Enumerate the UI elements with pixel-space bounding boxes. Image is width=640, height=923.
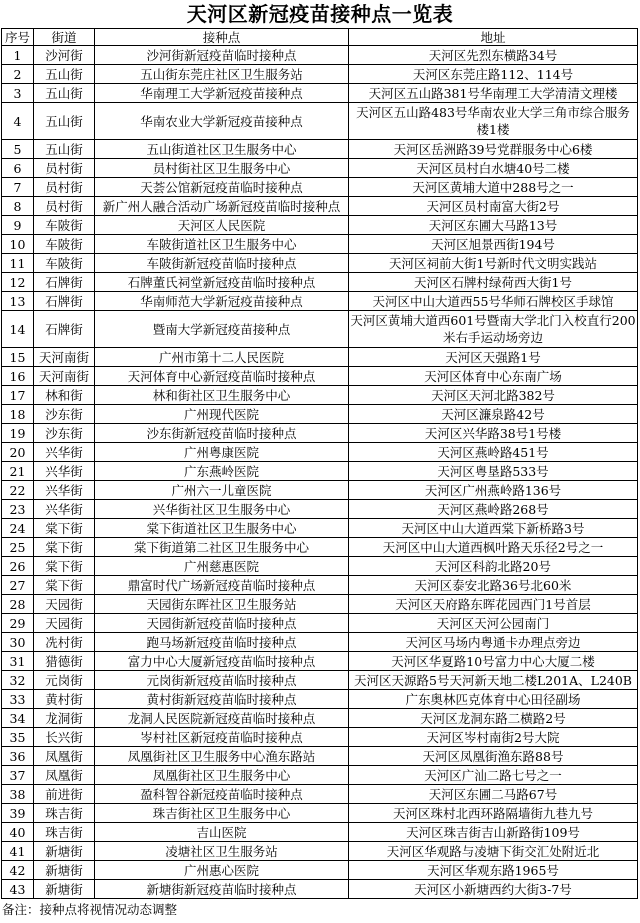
row-number: 43 (2, 880, 34, 899)
site-cell: 广东燕岭医院 (95, 462, 349, 481)
row-number: 15 (2, 348, 34, 367)
row-number: 36 (2, 747, 34, 766)
street-cell: 凤凰街 (34, 766, 95, 785)
street-cell: 新塘街 (34, 880, 95, 899)
street-cell: 棠下街 (34, 576, 95, 595)
address-cell: 天河区岳洲路39号党群服务中心6楼 (349, 140, 638, 159)
address-cell: 天河区马场内粤通卡办理点旁边 (349, 633, 638, 652)
site-cell: 凤凰街社区卫生服务中心渔东路站 (95, 747, 349, 766)
site-cell: 广州慈惠医院 (95, 557, 349, 576)
row-number: 33 (2, 690, 34, 709)
table-row (2, 557, 638, 576)
address-cell: 天河区五山路483号华南农业大学三角市综合服务楼1楼 (349, 103, 638, 140)
site-cell: 棠下街道社区卫生服务中心 (95, 519, 349, 538)
address-cell: 天河区凤凰街渔东路88号 (349, 747, 638, 766)
address-cell: 广东奥林匹克体育中心田径副场 (349, 690, 638, 709)
table-row (2, 462, 638, 481)
site-cell: 沙东街新冠疫苗临时接种点 (95, 424, 349, 443)
street-cell: 龙洞街 (34, 709, 95, 728)
table-row (2, 216, 638, 235)
site-cell: 车陂街新冠疫苗临时接种点 (95, 254, 349, 273)
column-header-street: 街道 (34, 29, 95, 46)
address-cell: 天河区科韵北路20号 (349, 557, 638, 576)
site-cell: 天园街东晖社区卫生服务站 (95, 595, 349, 614)
street-cell: 棠下街 (34, 538, 95, 557)
street-cell: 长兴街 (34, 728, 95, 747)
street-cell: 石牌街 (34, 273, 95, 292)
row-number: 35 (2, 728, 34, 747)
address-cell: 天河区珠吉街吉山新路街109号 (349, 823, 638, 842)
table-row (2, 367, 638, 386)
footer-note: 备注：接种点将视情况动态调整 (2, 902, 178, 917)
street-cell: 冼村街 (34, 633, 95, 652)
row-number: 29 (2, 614, 34, 633)
site-cell: 棠下街道第二社区卫生服务中心 (95, 538, 349, 557)
row-number: 21 (2, 462, 34, 481)
site-cell: 五山街道社区卫生服务中心 (95, 140, 349, 159)
site-cell: 广州市第十二人民医院 (95, 348, 349, 367)
street-cell: 员村街 (34, 159, 95, 178)
site-cell: 华南农业大学新冠疫苗接种点 (95, 103, 349, 140)
address-cell: 天河区泰安北路36号北60米 (349, 576, 638, 595)
site-cell: 广州六一儿童医院 (95, 481, 349, 500)
site-cell: 黄村街新冠疫苗临时接种点 (95, 690, 349, 709)
address-cell: 天河区员村白水塘40号二楼 (349, 159, 638, 178)
street-cell: 沙河街 (34, 46, 95, 65)
address-cell: 天河区小新塘西约大街3-7号 (349, 880, 638, 899)
page-title: 天河区新冠疫苗接种点一览表 (186, 2, 454, 26)
address-cell: 天河区华观路与凌塘下街交汇处附近北 (349, 842, 638, 861)
site-cell: 元岗街新冠疫苗临时接种点 (95, 671, 349, 690)
address-cell: 天河区华夏路10号富力中心大厦二楼 (349, 652, 638, 671)
row-number: 20 (2, 443, 34, 462)
table-row (2, 311, 638, 348)
address-cell: 天河区天河公园南门 (349, 614, 638, 633)
address-cell: 天河区兴华路38号1号楼 (349, 424, 638, 443)
street-cell: 新塘街 (34, 842, 95, 861)
table-row (2, 595, 638, 614)
site-cell: 凤凰街社区卫生服务中心 (95, 766, 349, 785)
table-row (2, 65, 638, 84)
site-cell: 兴华街社区卫生服务中心 (95, 500, 349, 519)
street-cell: 沙东街 (34, 405, 95, 424)
table-row (2, 500, 638, 519)
address-cell: 天河区五山路381号华南理工大学清清文理楼 (349, 84, 638, 103)
street-cell: 珠吉街 (34, 804, 95, 823)
table-row (2, 633, 638, 652)
table-row (2, 443, 638, 462)
site-cell: 天河区人民医院 (95, 216, 349, 235)
address-cell: 天河区燕岭路268号 (349, 500, 638, 519)
address-cell: 天河区中山大道西55号华师石牌校区手球馆 (349, 292, 638, 311)
street-cell: 棠下街 (34, 557, 95, 576)
row-number: 8 (2, 197, 34, 216)
site-cell: 天园街新冠疫苗临时接种点 (95, 614, 349, 633)
site-cell: 富力中心大厦新冠疫苗临时接种点 (95, 652, 349, 671)
table-row (2, 292, 638, 311)
table-row (2, 197, 638, 216)
table-row (2, 728, 638, 747)
street-cell: 黄村街 (34, 690, 95, 709)
address-cell: 天河区东圃大马路13号 (349, 216, 638, 235)
row-number: 23 (2, 500, 34, 519)
table-row (2, 576, 638, 595)
row-number: 25 (2, 538, 34, 557)
street-cell: 车陂街 (34, 235, 95, 254)
table-row (2, 405, 638, 424)
table-row (2, 424, 638, 443)
site-cell: 珠吉街社区卫生服务中心 (95, 804, 349, 823)
street-cell: 五山街 (34, 65, 95, 84)
row-number: 34 (2, 709, 34, 728)
table-row (2, 140, 638, 159)
row-number: 6 (2, 159, 34, 178)
site-cell: 凌塘社区卫生服务站 (95, 842, 349, 861)
street-cell: 前进街 (34, 785, 95, 804)
row-number: 40 (2, 823, 34, 842)
street-cell: 车陂街 (34, 216, 95, 235)
row-number: 5 (2, 140, 34, 159)
table-row (2, 519, 638, 538)
row-number: 1 (2, 46, 34, 65)
site-cell: 员村街社区卫生服务中心 (95, 159, 349, 178)
table-row (2, 254, 638, 273)
site-cell: 广州粤康医院 (95, 443, 349, 462)
address-cell: 天河区燕岭路451号 (349, 443, 638, 462)
site-cell: 跑马场新冠疫苗临时接种点 (95, 633, 349, 652)
address-cell: 天河区中山大道西枫叶路天乐径2号之一 (349, 538, 638, 557)
site-cell: 岑村社区新冠疫苗临时接种点 (95, 728, 349, 747)
site-cell: 鼎富时代广场新冠疫苗临时接种点 (95, 576, 349, 595)
row-number: 32 (2, 671, 34, 690)
address-cell: 天河区先烈东横路34号 (349, 46, 638, 65)
address-cell: 天河区濂泉路42号 (349, 405, 638, 424)
address-cell: 天河区东圃二马路67号 (349, 785, 638, 804)
table-row (2, 103, 638, 140)
address-cell: 天河区旭景西街194号 (349, 235, 638, 254)
row-number: 26 (2, 557, 34, 576)
row-number: 39 (2, 804, 34, 823)
row-number: 31 (2, 652, 34, 671)
street-cell: 珠吉街 (34, 823, 95, 842)
street-cell: 石牌街 (34, 292, 95, 311)
street-cell: 天河南街 (34, 367, 95, 386)
row-number: 42 (2, 861, 34, 880)
row-number: 10 (2, 235, 34, 254)
address-cell: 天河区珠村北西环路隔墙街九巷九号 (349, 804, 638, 823)
table-row (2, 348, 638, 367)
row-number: 30 (2, 633, 34, 652)
address-cell: 天河区中山大道西棠下新桥路3号 (349, 519, 638, 538)
site-cell: 龙洞人民医院新冠疫苗临时接种点 (95, 709, 349, 728)
row-number: 3 (2, 84, 34, 103)
address-cell: 天河区天府路东晖花园西门1号首层 (349, 595, 638, 614)
table-row (2, 766, 638, 785)
site-cell: 暨南大学新冠疫苗接种点 (95, 311, 349, 348)
table-row (2, 481, 638, 500)
address-cell: 天河区天强路1号 (349, 348, 638, 367)
row-number: 41 (2, 842, 34, 861)
column-header-site: 接种点 (95, 29, 349, 46)
address-cell: 天河区天河北路382号 (349, 386, 638, 405)
table-row (2, 804, 638, 823)
address-cell: 天河区广州燕岭路136号 (349, 481, 638, 500)
table-row (2, 823, 638, 842)
row-number: 4 (2, 103, 34, 140)
site-cell: 天河体育中心新冠疫苗临时接种点 (95, 367, 349, 386)
table-row (2, 690, 638, 709)
street-cell: 员村街 (34, 178, 95, 197)
address-cell: 天河区华观东路1965号 (349, 861, 638, 880)
table-row (2, 46, 638, 65)
street-cell: 元岗街 (34, 671, 95, 690)
table-row (2, 842, 638, 861)
table-header-row (2, 29, 638, 46)
address-cell: 天河区体育中心东南广场 (349, 367, 638, 386)
table-row (2, 178, 638, 197)
site-cell: 广州惠心医院 (95, 861, 349, 880)
address-cell: 天河区东莞庄路112、114号 (349, 65, 638, 84)
address-cell: 天河区粤垦路533号 (349, 462, 638, 481)
row-number: 2 (2, 65, 34, 84)
site-cell: 华南理工大学新冠疫苗接种点 (95, 84, 349, 103)
address-cell: 天河区黄埔大道中288号之一 (349, 178, 638, 197)
table-row (2, 709, 638, 728)
street-cell: 天园街 (34, 595, 95, 614)
table-row (2, 747, 638, 766)
row-number: 14 (2, 311, 34, 348)
table-row (2, 538, 638, 557)
street-cell: 石牌街 (34, 311, 95, 348)
site-cell: 石牌董氏祠堂新冠疫苗临时接种点 (95, 273, 349, 292)
address-cell: 天河区员村南富大街2号 (349, 197, 638, 216)
row-number: 7 (2, 178, 34, 197)
street-cell: 兴华街 (34, 462, 95, 481)
table-row (2, 880, 638, 899)
row-number: 22 (2, 481, 34, 500)
site-cell: 新塘街新冠疫苗临时接种点 (95, 880, 349, 899)
row-number: 11 (2, 254, 34, 273)
site-cell: 广州现代医院 (95, 405, 349, 424)
street-cell: 五山街 (34, 103, 95, 140)
row-number: 24 (2, 519, 34, 538)
street-cell: 猎德街 (34, 652, 95, 671)
street-cell: 凤凰街 (34, 747, 95, 766)
row-number: 37 (2, 766, 34, 785)
row-number: 9 (2, 216, 34, 235)
site-cell: 盈科智谷新冠疫苗临时接种点 (95, 785, 349, 804)
site-cell: 新广州人融合活动广场新冠疫苗临时接种点 (95, 197, 349, 216)
table-row (2, 614, 638, 633)
address-cell: 天河区岑村南街2号大院 (349, 728, 638, 747)
site-cell: 吉山医院 (95, 823, 349, 842)
street-cell: 员村街 (34, 197, 95, 216)
table-row (2, 84, 638, 103)
street-cell: 兴华街 (34, 500, 95, 519)
row-number: 27 (2, 576, 34, 595)
street-cell: 新塘街 (34, 861, 95, 880)
street-cell: 沙东街 (34, 424, 95, 443)
row-number: 13 (2, 292, 34, 311)
street-cell: 五山街 (34, 140, 95, 159)
site-cell: 车陂街道社区卫生服务中心 (95, 235, 349, 254)
street-cell: 棠下街 (34, 519, 95, 538)
row-number: 38 (2, 785, 34, 804)
table-row (2, 652, 638, 671)
address-cell: 天河区龙洞东路二横路2号 (349, 709, 638, 728)
row-number: 12 (2, 273, 34, 292)
address-cell: 天河区石牌村绿荷西大街1号 (349, 273, 638, 292)
site-cell: 华南师范大学新冠疫苗接种点 (95, 292, 349, 311)
address-cell: 天河区祠前大街1号新时代文明实践站 (349, 254, 638, 273)
table-row (2, 861, 638, 880)
row-number: 19 (2, 424, 34, 443)
row-number: 17 (2, 386, 34, 405)
street-cell: 五山街 (34, 84, 95, 103)
street-cell: 天园街 (34, 614, 95, 633)
site-cell: 天荟公馆新冠疫苗临时接种点 (95, 178, 349, 197)
table-row (2, 386, 638, 405)
address-cell: 天河区广汕二路七号之一 (349, 766, 638, 785)
street-cell: 兴华街 (34, 443, 95, 462)
site-cell: 五山街东莞庄社区卫生服务站 (95, 65, 349, 84)
street-cell: 天河南街 (34, 348, 95, 367)
vaccination-sites-table (1, 28, 638, 899)
column-header-number: 序号 (2, 29, 34, 46)
address-cell: 天河区天源路5号天河新天地二楼L201A、L240B (349, 671, 638, 690)
table-row (2, 785, 638, 804)
site-cell: 林和街社区卫生服务中心 (95, 386, 349, 405)
table-row (2, 273, 638, 292)
street-cell: 林和街 (34, 386, 95, 405)
row-number: 18 (2, 405, 34, 424)
row-number: 28 (2, 595, 34, 614)
table-row (2, 671, 638, 690)
address-cell: 天河区黄埔大道西601号暨南大学北门入校直行200米右手运动场旁边 (349, 311, 638, 348)
row-number: 16 (2, 367, 34, 386)
table-row (2, 235, 638, 254)
site-cell: 沙河街新冠疫苗临时接种点 (95, 46, 349, 65)
street-cell: 兴华街 (34, 481, 95, 500)
street-cell: 车陂街 (34, 254, 95, 273)
table-row (2, 159, 638, 178)
column-header-address: 地址 (349, 29, 638, 46)
